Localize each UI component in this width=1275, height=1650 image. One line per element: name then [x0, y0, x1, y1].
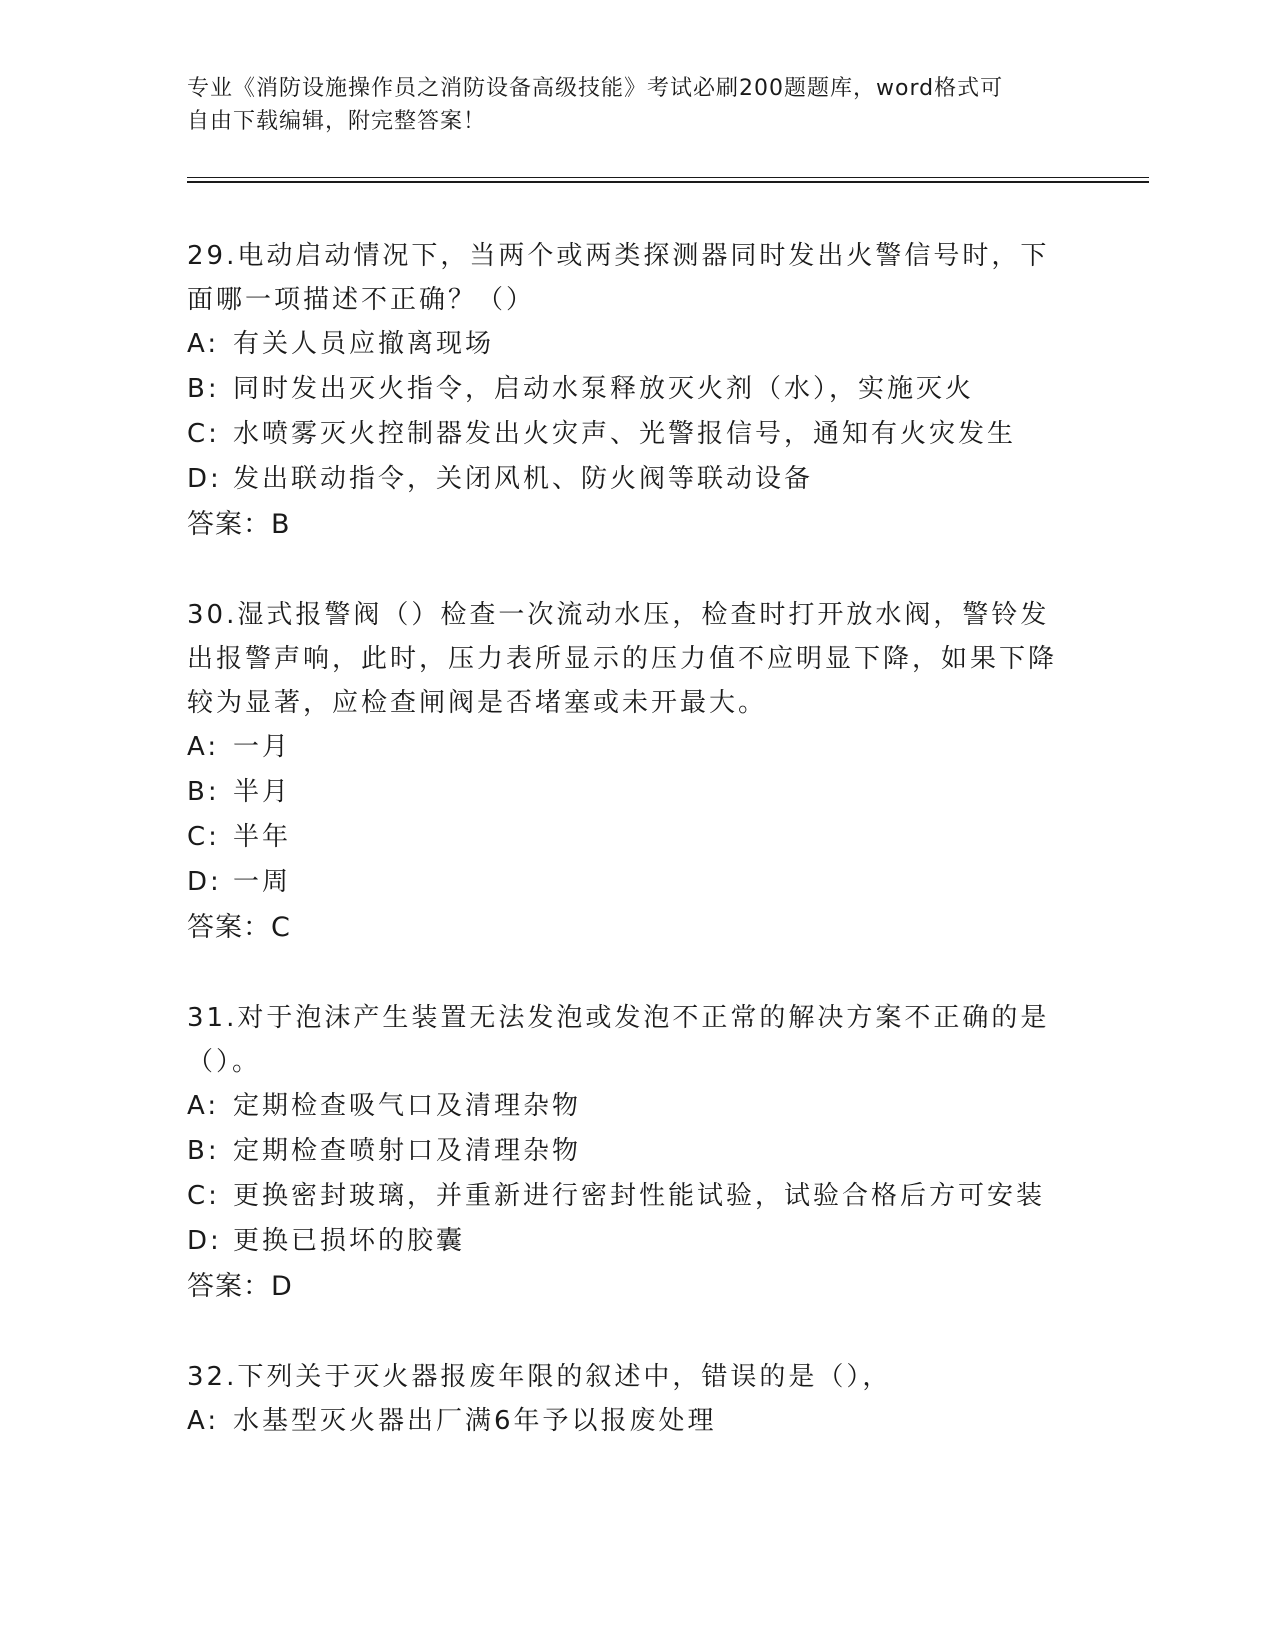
- option-text: 定期检查喷射口及清理杂物: [233, 1136, 582, 1166]
- question-30: [187, 593, 1067, 951]
- option-b: [187, 770, 1067, 815]
- option-text: 水喷雾灭火控制器发出火灾声、光警报信号，通知有火灾发生: [233, 419, 1017, 449]
- document-header: [187, 72, 1067, 138]
- option-key: C:: [187, 822, 220, 852]
- option-text: 定期检查吸气口及清理杂物: [233, 1091, 582, 1121]
- header-divider-thin: [187, 177, 1149, 178]
- option-b: [187, 367, 1067, 412]
- question-stem: 31.对于泡沫产生装置无法发泡或发泡不正常的解决方案不正确的是（）。: [187, 1003, 1050, 1077]
- answer-label: 答案：D: [187, 1271, 293, 1302]
- question-stem: 29.电动启动情况下，当两个或两类探测器同时发出火警信号时，下面哪一项描述不正确？（）: [187, 241, 1050, 315]
- option-key: A:: [187, 1091, 220, 1121]
- option-a: [187, 1084, 1067, 1129]
- option-key: D:: [187, 464, 222, 494]
- option-key: C:: [187, 1181, 220, 1211]
- option-text: 更换密封玻璃，并重新进行密封性能试验，试验合格后方可安装: [233, 1181, 1046, 1211]
- option-a: [187, 1399, 1067, 1444]
- question-stem: 32.下列关于灭火器报废年限的叙述中，错误的是（），: [187, 1362, 892, 1392]
- option-key: B:: [187, 374, 220, 404]
- option-b: [187, 1129, 1067, 1174]
- option-key: C:: [187, 419, 220, 449]
- answer-label: 答案：C: [187, 912, 291, 943]
- option-text: 半月: [233, 777, 292, 807]
- option-text: 发出联动指令，关闭风机、防火阀等联动设备: [233, 464, 814, 494]
- option-key: A:: [187, 1406, 220, 1436]
- question-29: [187, 234, 1067, 548]
- option-text: 一周: [233, 867, 292, 897]
- option-text: 一月: [233, 732, 292, 762]
- option-key: B:: [187, 777, 220, 807]
- option-key: A:: [187, 329, 220, 359]
- header-line-2: 自由下载编辑，附完整答案！: [187, 109, 487, 134]
- header-divider-thick: [187, 181, 1149, 183]
- option-text: 半年: [233, 822, 292, 852]
- option-c: [187, 1174, 1067, 1219]
- option-key: B:: [187, 1136, 220, 1166]
- header-line-1: 专业《消防设施操作员之消防设备高级技能》考试必刷200题题库，word格式可: [187, 76, 1004, 101]
- option-text: 同时发出灭火指令，启动水泵释放灭火剂（水），实施灭火: [233, 374, 975, 404]
- question-stem: 30.湿式报警阀（）检查一次流动水压，检查时打开放水阀，警铃发出报警声响，此时，压力表所显示的压力值不应明显下降，如果下降较为显著，应检查闸阀是否堵塞或未开最大。: [187, 600, 1058, 718]
- option-d: [187, 457, 1067, 502]
- option-d: [187, 860, 1067, 905]
- option-a: [187, 725, 1067, 770]
- option-key: A:: [187, 732, 220, 762]
- option-text: 水基型灭火器出厂满6年予以报废处理: [233, 1406, 717, 1436]
- option-key: D:: [187, 867, 222, 897]
- answer-label: 答案：B: [187, 509, 291, 540]
- option-text: 更换已损坏的胶囊: [233, 1226, 466, 1256]
- option-d: [187, 1219, 1067, 1264]
- option-c: [187, 412, 1067, 457]
- option-key: D:: [187, 1226, 222, 1256]
- question-31: [187, 996, 1067, 1310]
- option-c: [187, 815, 1067, 860]
- option-text: 有关人员应撤离现场: [233, 329, 495, 359]
- question-32: [187, 1355, 1067, 1444]
- option-a: [187, 322, 1067, 367]
- question-list: [187, 234, 1067, 1489]
